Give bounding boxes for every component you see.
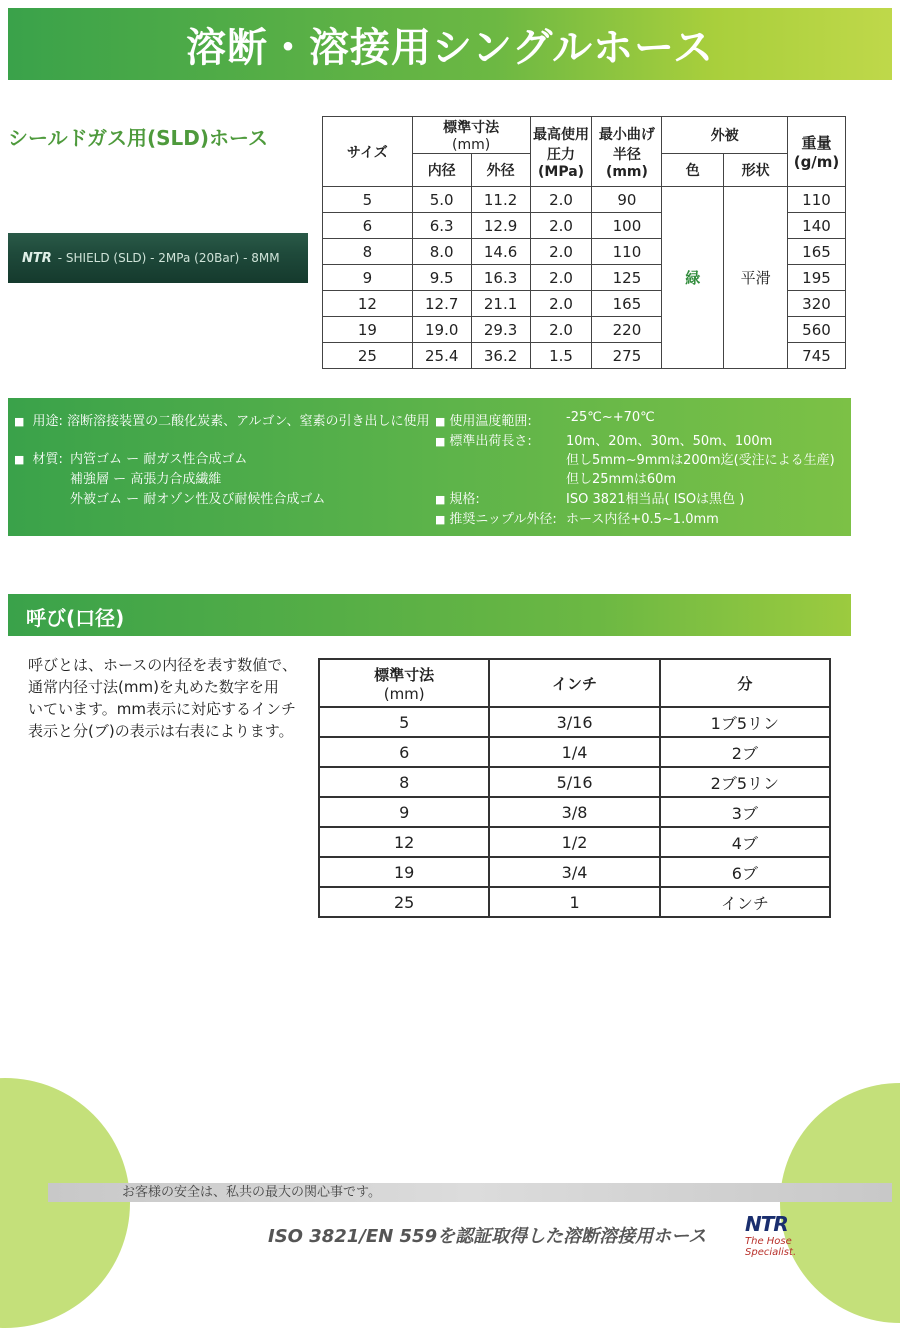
cell-inner: 12.7 bbox=[412, 291, 471, 317]
table-row bbox=[319, 767, 830, 797]
cell-bend: 220 bbox=[592, 317, 662, 343]
desc-line: 呼びとは、ホースの内径を表す数値で、 bbox=[28, 656, 297, 674]
cell-outer: 21.1 bbox=[471, 291, 530, 317]
cell-outer: 29.3 bbox=[471, 317, 530, 343]
cell-inner: 9.5 bbox=[412, 265, 471, 291]
cell-size: 25 bbox=[323, 343, 413, 369]
header-min-bend-l1: 最小曲げ bbox=[598, 126, 655, 143]
header-size: サイズ bbox=[323, 117, 413, 187]
header-bu: 分 bbox=[660, 659, 830, 707]
bullet-square-icon: ■ bbox=[435, 513, 446, 526]
table-row bbox=[319, 827, 830, 857]
use-label: 用途: bbox=[32, 414, 63, 429]
cell-pressure: 1.5 bbox=[530, 343, 592, 369]
cell-size: 8 bbox=[323, 239, 413, 265]
temp-line bbox=[435, 410, 532, 429]
material-dash: ー bbox=[126, 452, 140, 467]
yobi-description bbox=[28, 654, 318, 742]
cell-inch: 1/2 bbox=[489, 827, 659, 857]
nipple-label: 推奨ニップル外径: bbox=[449, 512, 557, 527]
cell-weight: 560 bbox=[788, 317, 846, 343]
cell-mm: 12 bbox=[319, 827, 489, 857]
table-row bbox=[319, 797, 830, 827]
desc-line: 表示と分(ブ)の表示は右表によります。 bbox=[28, 722, 294, 740]
cell-inner: 5.0 bbox=[412, 187, 471, 213]
header-shape: 形状 bbox=[724, 154, 788, 187]
header-std-mm-l1: 標準寸法 bbox=[374, 665, 435, 684]
cell-mm: 5 bbox=[319, 707, 489, 737]
temp-label: 使用温度範囲: bbox=[449, 414, 532, 429]
cell-weight: 195 bbox=[788, 265, 846, 291]
cell-inch: 1 bbox=[489, 887, 659, 917]
bullet-square-icon: ■ bbox=[435, 493, 446, 506]
temp-value: -25℃~+70℃ bbox=[566, 410, 655, 425]
company-logo bbox=[745, 1212, 845, 1256]
safety-message: お客様の安全は、私共の最大の関心事です。 bbox=[122, 1185, 381, 1200]
cell-outer: 16.3 bbox=[471, 265, 530, 291]
cell-size: 6 bbox=[323, 213, 413, 239]
cell-bend: 90 bbox=[592, 187, 662, 213]
material-row bbox=[70, 488, 325, 507]
footer-decoration-right bbox=[780, 1083, 900, 1323]
header-max-pressure bbox=[530, 117, 592, 187]
cell-bu: 1ブ5リン bbox=[660, 707, 830, 737]
table-row bbox=[319, 707, 830, 737]
cell-size: 5 bbox=[323, 187, 413, 213]
material-part: 外被ゴム bbox=[70, 492, 123, 507]
material-desc: 高張力合成繊維 bbox=[130, 472, 222, 487]
header-weight-l1: 重量 bbox=[801, 134, 832, 152]
spec-table bbox=[322, 116, 846, 369]
cell-outer: 12.9 bbox=[471, 213, 530, 239]
cell-mm: 9 bbox=[319, 797, 489, 827]
cell-weight: 110 bbox=[788, 187, 846, 213]
cell-inch: 3/8 bbox=[489, 797, 659, 827]
info-band bbox=[8, 398, 851, 536]
length-value-2: 但し5mm~9mmは200m迄(受注による生産) bbox=[566, 453, 835, 468]
footer-decoration-left bbox=[0, 1078, 130, 1328]
cell-bu: インチ bbox=[660, 887, 830, 917]
cell-inch: 3/16 bbox=[489, 707, 659, 737]
header-max-pressure-l1: 最高使用 bbox=[533, 126, 590, 143]
desc-line: いています。mm表示に対応するインチ bbox=[28, 700, 297, 718]
cell-bend: 110 bbox=[592, 239, 662, 265]
use-value: 溶断溶接装置の二酸化炭素、アルゴン、窒素の引き出しに使用 bbox=[67, 414, 430, 429]
nipple-line bbox=[435, 508, 557, 527]
hose-image bbox=[8, 233, 308, 283]
title-banner bbox=[8, 8, 892, 80]
yobi-table bbox=[318, 658, 831, 918]
cell-inch: 1/4 bbox=[489, 737, 659, 767]
standard-value: ISO 3821相当品( ISOは黒色 ) bbox=[566, 492, 745, 507]
cell-mm: 25 bbox=[319, 887, 489, 917]
header-max-pressure-l2: 圧力 bbox=[547, 146, 576, 163]
header-std-mm bbox=[319, 659, 489, 707]
spec-header-row bbox=[323, 117, 846, 154]
material-dash: ー bbox=[113, 472, 127, 487]
cell-bu: 3ブ bbox=[660, 797, 830, 827]
cell-pressure: 2.0 bbox=[530, 317, 592, 343]
cell-pressure: 2.0 bbox=[530, 239, 592, 265]
cell-bend: 275 bbox=[592, 343, 662, 369]
cell-mm: 6 bbox=[319, 737, 489, 767]
material-dash: ー bbox=[126, 492, 140, 507]
table-row bbox=[319, 857, 830, 887]
nipple-value: ホース内径+0.5~1.0mm bbox=[566, 512, 719, 527]
bullet-square-icon: ■ bbox=[435, 415, 446, 428]
header-min-bend-l2: 半径 bbox=[612, 146, 641, 163]
cell-inner: 25.4 bbox=[412, 343, 471, 369]
cell-inch: 5/16 bbox=[489, 767, 659, 797]
product-subtitle: シールドガス用(SLD)ホース bbox=[8, 126, 269, 150]
length-value-1: 10m、20m、30m、50m、100m bbox=[566, 434, 773, 449]
material-desc: 耐オゾン性及び耐候性合成ゴム bbox=[143, 492, 326, 507]
header-inch: インチ bbox=[489, 659, 659, 707]
header-inner: 内径 bbox=[412, 154, 471, 187]
header-std-dim-label: 標準寸法 bbox=[443, 120, 500, 136]
bullet-square-icon: ■ bbox=[14, 415, 25, 428]
logo-tagline: The Hose Specialist. bbox=[745, 1236, 797, 1258]
hose-logo-text: NTR bbox=[22, 250, 52, 266]
section-bar bbox=[8, 594, 851, 636]
header-max-pressure-l3: (MPa) bbox=[537, 163, 585, 180]
cell-inner: 8.0 bbox=[412, 239, 471, 265]
cell-pressure: 2.0 bbox=[530, 187, 592, 213]
material-line bbox=[14, 448, 63, 467]
cell-weight: 745 bbox=[788, 343, 846, 369]
logo-mark: NTR bbox=[745, 1212, 788, 1236]
page-title: 溶断・溶接用シングルホース bbox=[186, 24, 714, 71]
header-cover: 外被 bbox=[662, 117, 788, 154]
desc-line: 通常内径寸法(mm)を丸めた数字を用 bbox=[28, 678, 279, 696]
cell-bend: 125 bbox=[592, 265, 662, 291]
material-desc: 耐ガス性合成ゴム bbox=[143, 452, 248, 467]
cell-color: 緑 bbox=[662, 187, 724, 369]
cell-bu: 6ブ bbox=[660, 857, 830, 887]
cell-inner: 6.3 bbox=[412, 213, 471, 239]
iso-statement: ISO 3821/EN 559を認証取得した溶断溶接用ホース bbox=[268, 1226, 707, 1247]
header-std-dim-unit: (mm) bbox=[452, 137, 491, 153]
header-outer: 外径 bbox=[471, 154, 530, 187]
header-std-dim bbox=[412, 117, 530, 154]
cell-weight: 165 bbox=[788, 239, 846, 265]
section-title: 呼び(口径) bbox=[26, 606, 125, 630]
cell-weight: 140 bbox=[788, 213, 846, 239]
length-value-3: 但し25mmは60m bbox=[566, 472, 677, 487]
material-part: 内管ゴム bbox=[70, 452, 123, 467]
cell-inner: 19.0 bbox=[412, 317, 471, 343]
cell-bend: 100 bbox=[592, 213, 662, 239]
cell-size: 9 bbox=[323, 265, 413, 291]
cell-pressure: 2.0 bbox=[530, 265, 592, 291]
cell-bu: 2ブ bbox=[660, 737, 830, 767]
cell-weight: 320 bbox=[788, 291, 846, 317]
bullet-square-icon: ■ bbox=[435, 435, 446, 448]
bullet-square-icon: ■ bbox=[14, 453, 25, 466]
header-min-bend bbox=[592, 117, 662, 187]
header-weight-l2: (g/m) bbox=[793, 153, 840, 171]
standard-label: 規格: bbox=[449, 492, 480, 507]
cell-bu: 4ブ bbox=[660, 827, 830, 857]
yobi-header-row bbox=[319, 659, 830, 707]
cell-inch: 3/4 bbox=[489, 857, 659, 887]
cell-outer: 36.2 bbox=[471, 343, 530, 369]
cell-mm: 8 bbox=[319, 767, 489, 797]
table-row bbox=[323, 187, 846, 213]
cell-shape: 平滑 bbox=[724, 187, 788, 369]
header-min-bend-l3: (mm) bbox=[605, 163, 648, 180]
cell-outer: 14.6 bbox=[471, 239, 530, 265]
material-row bbox=[70, 468, 221, 487]
material-row bbox=[70, 448, 247, 467]
length-line bbox=[435, 430, 532, 449]
material-label: 材質: bbox=[32, 452, 63, 467]
cell-size: 12 bbox=[323, 291, 413, 317]
cell-size: 19 bbox=[323, 317, 413, 343]
table-row bbox=[319, 887, 830, 917]
cell-pressure: 2.0 bbox=[530, 291, 592, 317]
cell-outer: 11.2 bbox=[471, 187, 530, 213]
length-label: 標準出荷長さ: bbox=[449, 434, 532, 449]
safety-bar bbox=[48, 1183, 892, 1202]
header-weight bbox=[788, 117, 846, 187]
cell-mm: 19 bbox=[319, 857, 489, 887]
cell-bend: 165 bbox=[592, 291, 662, 317]
header-std-mm-l2: (mm) bbox=[383, 684, 425, 703]
cell-bu: 2ブ5リン bbox=[660, 767, 830, 797]
material-part: 補強層 bbox=[70, 472, 110, 487]
use-line bbox=[14, 410, 430, 429]
standard-line bbox=[435, 488, 480, 507]
hose-print-text: - SHIELD (SLD) - 2MPa (20Bar) - 8MM bbox=[57, 251, 280, 265]
table-row bbox=[319, 737, 830, 767]
header-color: 色 bbox=[662, 154, 724, 187]
cell-pressure: 2.0 bbox=[530, 213, 592, 239]
